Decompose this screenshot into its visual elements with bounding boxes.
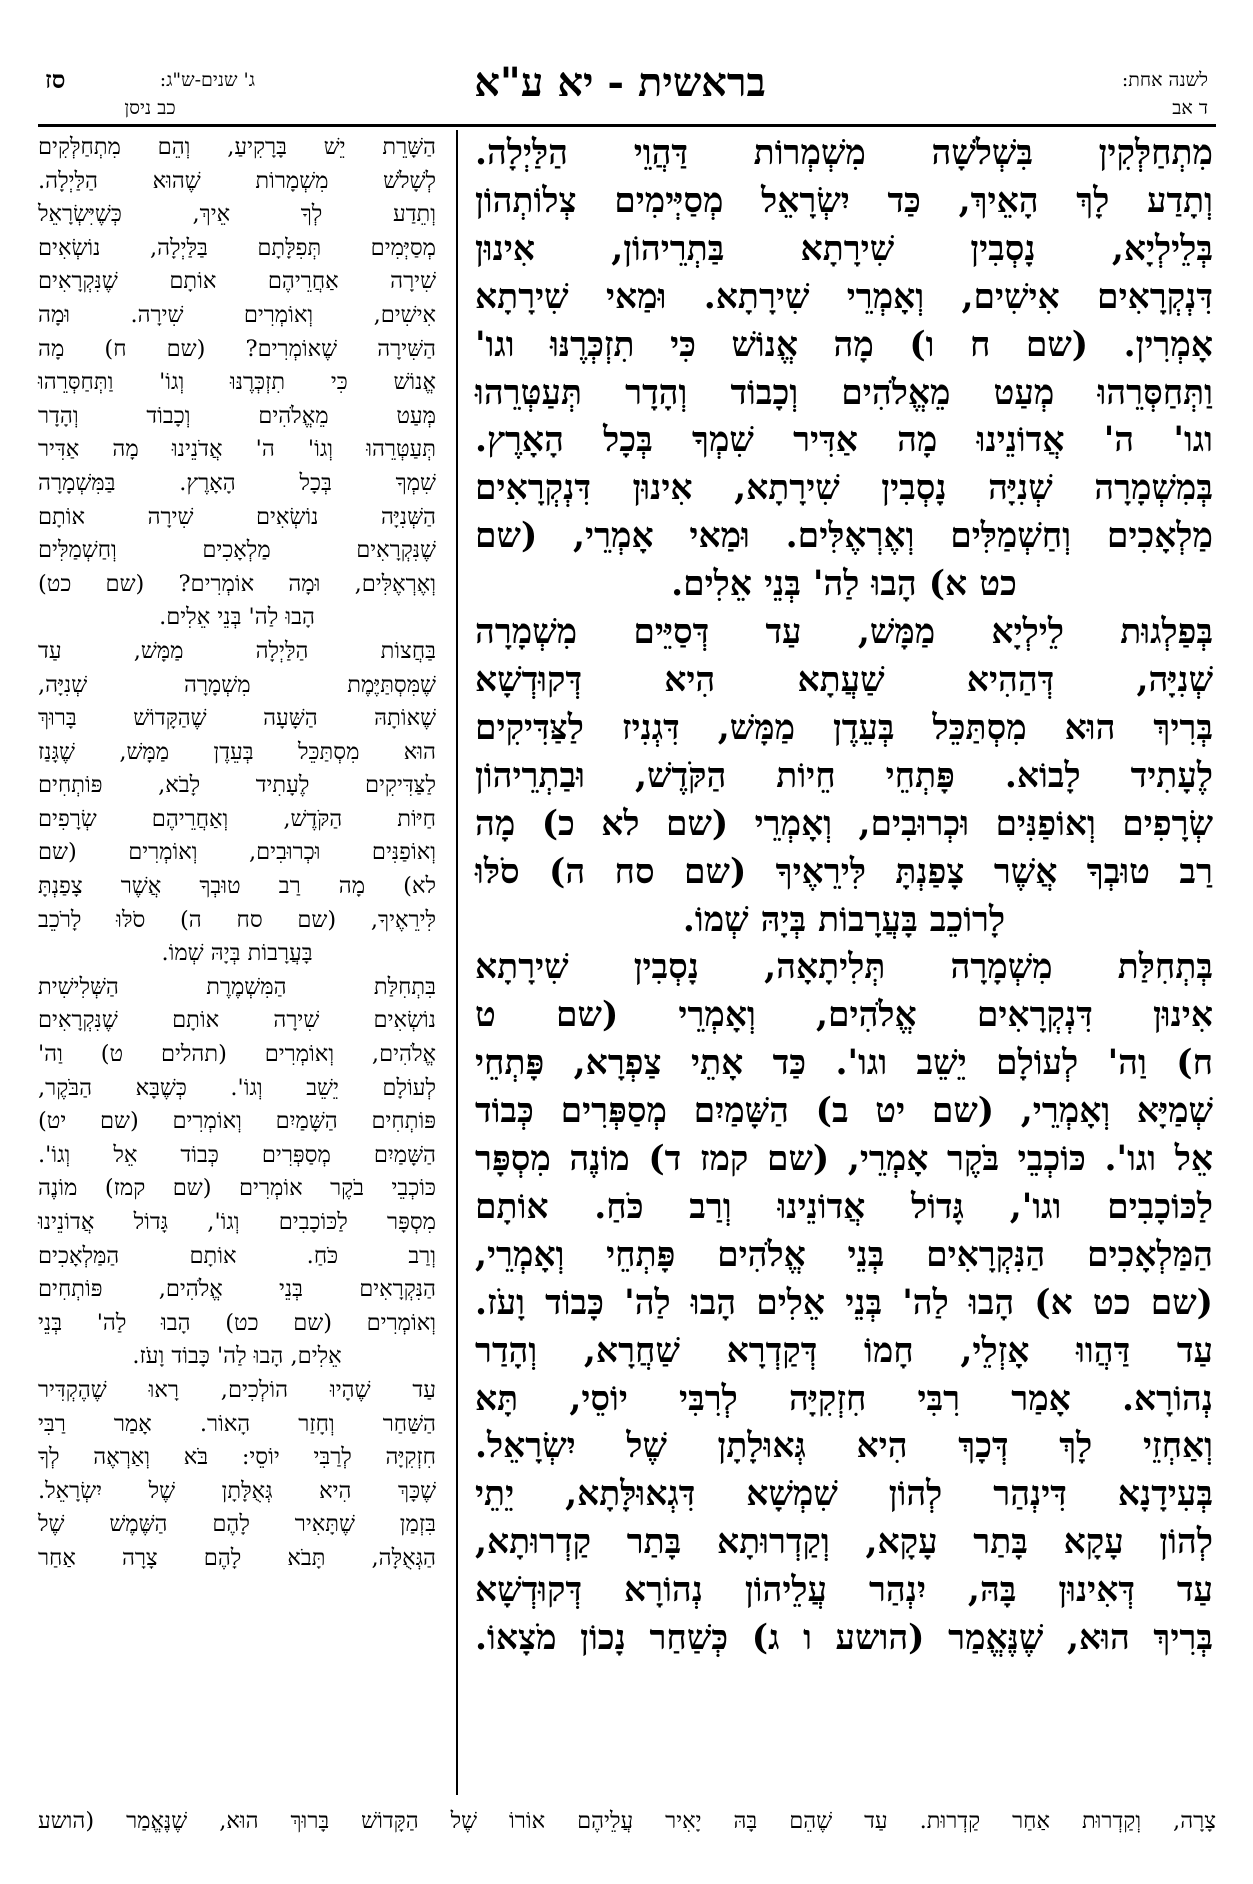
header-left: [45, 66, 255, 122]
commentary-line: לִּירֵאֶיךָ, (שם סח ה) סֹלּוּ לָרֹכֵב: [38, 906, 436, 933]
commentary-line: נוֹשְׂאִים שִׁירָה אוֹתָם שֶׁנִּקְרָאִים: [38, 1007, 436, 1034]
commentary-line: חַיּוֹת הַקֹּדֶשׁ, וְאַחֲרֵיהֶם שְׂרָפִים: [38, 805, 436, 832]
commentary-line: וְאוֹפַנִּים וּכְרוּבִים, וְאוֹמְרִים (שם: [38, 839, 436, 866]
page-number: סז: [45, 65, 66, 94]
main-text-line: אִינוּן דִּנְקְרָאִים אֱלֹהִים, וְאָמְרֵי (שם ט: [475, 995, 1213, 1036]
main-text-line: עַד דְּאִינוּן בָּהּ, יִנְהַר עֲלֵיהוֹן נְהוֹרָא דְּקוּדְשָׁא: [475, 1570, 1213, 1611]
commentary-line: שֶׁמִּסְתַּיֶּמֶת מִשְׁמָרָה שְׁנִיָּה,: [38, 671, 436, 698]
main-text-line: וַתְּחַסְּרֵהוּ מְעַט מֵאֱלֹהִים וְכָבוֹד וְהָדָר תְּעַטְּרֵהוּ: [475, 372, 1213, 413]
commentary-line: הַשְּׁנִיָּה נוֹשְׂאִים שִׁירָה אוֹתָם: [38, 503, 436, 530]
commentary-line: הַשִּׁירָה שֶׁאוֹמְרִים? (שם ח) מָה: [38, 335, 436, 362]
commentary-line: אִישִׁים, וְאוֹמְרִים שִׁירָה. וּמָה: [38, 301, 436, 328]
commentary-line: וְתֵדַע לְךָ אֵיךְ, כְּשֶׁיִּשְׂרָאֵל: [38, 201, 436, 228]
commentary-line: בִּתְחִלַּת הַמִּשְׁמֶרֶת הַשְּׁלִישִׁית: [38, 973, 436, 1000]
bottom-commentary: [38, 1804, 1216, 1838]
main-text-line: ח) וַה' לְעוֹלָם יֵשֵׁב וגו'. כַּד אָתֵי צַפְרָא, פָּתְחֵי: [475, 1043, 1213, 1084]
main-text-line: לְהוֹן עָקָא בָּתַר עָקָא, וְקַדְרוּתָא בָּתַר קַדְרוּתָא,: [475, 1522, 1213, 1563]
commentary-line: הַשָּׁרֵת יֵשׁ בָּרָקִיעַ, וְהֵם מִתְחַלְּקִים: [38, 134, 436, 160]
commentary-line: אֱנוֹשׁ כִּי תִזְכְּרֶנּוּ וְגוֹ' וַתְּחַסְּרֵהוּ: [38, 369, 436, 396]
commentary-line: וְאוֹמְרִים (שם כט) הָבוּ לַה' בְּנֵי: [38, 1309, 436, 1336]
main-text-line: אָמְרִין. (שם ח ו) מָה אֱנוֹשׁ כִּי תִזְכְּרֶנּוּ וגו': [475, 324, 1213, 365]
column-divider: [456, 130, 458, 1795]
commentary-line: בָּעֲרָבוֹת בְּיָהּ שְׁמוֹ.: [161, 940, 313, 967]
main-text-line: דִּנְקְרָאִים אִישִׁים, וְאָמְרֵי שִׁירָתָא. וּמַאי שִׁירָתָא: [475, 276, 1213, 317]
commentary-line: עַד שֶׁהָיוּ הוֹלְכִים, רָאוּ שֶׁהֶקְדִּיר: [38, 1376, 436, 1403]
header-right: [1058, 66, 1208, 122]
main-text-line: שְׁמַיָּא וְאָמְרֵי, (שם יט ב) הַשָּׁמַיִם מְסַפְּרִים כְּבוֹד: [475, 1091, 1213, 1132]
commentary-line: לַצַּדִּיקִים לֶעָתִיד לָבֹא, פּוֹתְחִים: [38, 772, 436, 799]
header-left-line1: ג' שנים-ש"ג:: [159, 69, 255, 91]
main-text-line: לָרוֹכֵב בָּעֲרָבוֹת בְּיָהּ שְׁמוֹ.: [682, 899, 1006, 940]
main-text-line: בְּלֵילְיָא, נָסְבִין שִׁירָתָא בַּתְרֵיהוֹן, אִינוּן: [475, 228, 1213, 269]
main-text-line: לֶעָתִיד לָבוֹא. פָּתְחֵי חֵיוֹת הַקֹּדֶשׁ, וּבַתְרֵיהוֹן: [475, 755, 1213, 796]
main-text-line: כט א) הָבוּ לַה' בְּנֵי אֵלִים.: [671, 564, 1017, 605]
commentary-line: מְּעַט מֵאֱלֹהִים וְכָבוֹד וְהָדָר: [38, 402, 436, 429]
main-text-line: (שם כט א) הָבוּ לַה' בְּנֵי אֵלִים הָבוּ לַה' כָּבוֹד וָעֹז.: [475, 1282, 1213, 1323]
commentary-line: לְעוֹלָם יֵשֵׁב וְגוֹ'. כְּשֶׁבָּא הַבֹּקֶר,: [38, 1074, 436, 1101]
main-text-line: לַכּוֹכָבִים וגו', גָּדוֹל אֲדוֹנֵינוּ וְרַב כֹּחַ. אוֹתָם: [475, 1186, 1213, 1227]
main-text-line: עַד דַּהֲווּ אָזְלֵי, חָמוֹ דְּקַדְרָא שַׁחֲרָא, וְהָדַר: [475, 1330, 1213, 1371]
commentary-line: תְּעַטְּרֵהוּ וְגוֹ' ה' אֲדֹנֵינוּ מָה אַדִּיר: [38, 436, 436, 463]
commentary-line: הַשַּׁחַר וְחָזַר הָאוֹר. אָמַר רַבִּי: [38, 1410, 436, 1437]
commentary-line: הָבוּ לַה' בְּנֵי אֵלִים.: [159, 604, 315, 631]
commentary-line: לא) מָה רַב טוּבְךָ אֲשֶׁר צָפַנְתָּ: [38, 873, 436, 900]
main-text-line: שְׂרָפִים וְאוֹפַנִּים וּכְרוּבִים, וְאָמְרֵי (שם לא כ) מָה: [475, 803, 1213, 844]
commentary-line: שֶׁאוֹתָהּ הַשָּׁעָה שֶׁהַקָּדוֹשׁ בָּרוּךְ: [38, 705, 436, 732]
main-text-line: בְּמִשְׁמָרָה שְׁנִיָּה נָסְבִין שִׁירָתָא, אִינוּן דִּנְקְרָאִים: [475, 468, 1213, 509]
commentary-line: אֱלֹהִים, וְאוֹמְרִים (תהלים ט) וַה': [38, 1041, 436, 1068]
bottom-commentary-line: צָרָה, וְקַדְרוּת אַחַר קַדְרוּת. עַד שֶׁהֵם בָּהּ יָאִיר עֲלֵיהֶם אוֹרוֹ שֶׁל הַקָּדוֹשׁ בָּרוּךְ הוּא, שֶׁנֶּאֱמַר (הושע: [38, 1808, 1216, 1834]
commentary-line: בַּחֲצוֹת הַלַּיְלָה מַמָּשׁ, עַד: [38, 637, 436, 664]
main-text-line: בְּרִיךְ הוּא מִסְתַּכֵּל בְּעֵדֶן מַמָּשׁ, דִּגְנִיז לַצַּדִּיקִים: [475, 707, 1213, 748]
main-text-line: הַמַּלְאָכִים הַנִּקְרָאִים בְּנֵי אֱלֹהִים פָּתְחֵי וְאָמְרֵי,: [475, 1234, 1213, 1275]
commentary-line: שִׁמְךָ בְּכָל הָאָרֶץ. בַּמִּשְׁמָרָה: [38, 469, 436, 496]
main-text-line: מִתְחַלְּקִין בִּשְׁלֹשָׁה מִשְׁמְרוֹת דַּהֲוֵי הַלַּיְלָה.: [475, 133, 1213, 173]
page-title: בראשית - יא ע"א: [474, 59, 766, 106]
main-text-line: בְּתְחִלַּת מִשְׁמָרָה תְּלִיתָאָה, נָסְבִין שִׁירָתָא: [475, 947, 1213, 988]
commentary-line: כּוֹכְבֵי בֹקֶר אוֹמְרִים (שם קמז) מוֹנֶה: [38, 1175, 436, 1202]
commentary-line: הַגְּאֻלָּה, תָּבֹא לָהֶם צָרָה אַחַר: [38, 1544, 436, 1571]
commentary-line: פּוֹתְחִים הַשָּׁמַיִם וְאוֹמְרִים (שם יט): [38, 1108, 436, 1135]
main-text-line: נְהוֹרָא. אָמַר רִבִּי חִזְקִיָּה לְרִבִּי יוֹסֵי, תָּא: [475, 1378, 1213, 1419]
commentary-line: הַשָּׁמַיִם מְסַפְּרִים כְּבוֹד אֵל וְגוֹ'.: [38, 1141, 436, 1168]
main-text-line: וְאַחְזֵי לָךְ דְּכָךְ הִיא גְּאוּלָתָן שֶׁל יִשְׂרָאֵל.: [475, 1426, 1213, 1467]
main-text-line: רַב טוּבְךָ אֲשֶׁר צָפַנְתָּ לִּירֵאֶיךָ (שם סח ה) סֹלּוּ: [475, 851, 1213, 892]
commentary-line: אֵלִים, הָבוּ לַה' כָּבוֹד וָעֹז.: [132, 1343, 342, 1370]
commentary-line: שִׁירָה אַחֲרֵיהֶם אוֹתָם שֶׁנִּקְרָאִים: [38, 268, 436, 295]
header-right-line1: לשנה אחת:: [1121, 69, 1208, 91]
main-text-column: [475, 130, 1213, 1663]
main-text-line: שְׁנִיָּה, דְּהַהִיא שַׁעֲתָא הִיא דְּקוּדְשָׁא: [475, 659, 1213, 700]
commentary-line: וְרַב כֹּחַ. אוֹתָם הַמַּלְאָכִים: [38, 1242, 436, 1269]
commentary-line: וְאֶרְאֶלִּים, וּמָה אוֹמְרִים? (שם כט): [38, 570, 436, 597]
main-text-line: וגו' ה' אֲדוֹנֵינוּ מָה אַדִּיר שִׁמְךָ בְּכָל הָאָרֶץ.: [475, 420, 1213, 461]
main-text-line: בְּעִידָנָא דִּינְהַר לְהוֹן שִׁמְשָׁא דִּגְאוּלָּתָא, יֵתֵי: [475, 1474, 1213, 1515]
header-right-line2: ד אב: [1172, 97, 1208, 119]
main-text-line: אֵל וגו'. כּוֹכְבֵי בֹּקֶר אָמְרֵי, (שם קמז ד) מוֹנֶה מִסְפָּר: [475, 1139, 1213, 1180]
commentary-line: מְסַיְּמִים תְּפִלָּתָם בַּלַּיְלָה, נוֹשְׂאִים: [38, 234, 436, 261]
header-left-line2: כב ניסן: [124, 97, 176, 119]
commentary-line: מִסְפָּר לַכּוֹכָבִים וְגוֹ', גָּדוֹל אֲדוֹנֵינוּ: [38, 1209, 436, 1235]
main-text-line: בְּרִיךְ הוּא, שֶׁנֶּאֱמַר (הושע ו ג) כְּשַׁחַר נָכוֹן מֹצָאוֹ.: [475, 1618, 1213, 1659]
commentary-line: הוּא מִסְתַּכֵּל בְּעֵדֶן מַמָּשׁ, שֶׁגָּנַז: [38, 738, 436, 765]
main-text-line: מַלְאָכִים וְחַשְׁמַלִּים וְאֶרְאֶלִּים. וּמַאי אָמְרֵי, (שם: [475, 516, 1213, 557]
commentary-line: שֶׁנִּקְרָאִים מַלְאָכִים וְחַשְׁמַלִּים: [38, 537, 436, 564]
commentary-line: שֶׁכָּךְ הִיא גְּאֻלָּתָן שֶׁל יִשְׂרָאֵל.: [38, 1477, 436, 1504]
commentary-line: בִּזְמַן שֶׁתָּאִיר לָהֶם הַשֶּׁמֶשׁ שֶׁל: [38, 1511, 436, 1538]
main-text-line: וְתָדַע לָךְ הָאֵיךְ, כַּד יִשְׂרָאֵל מְסַיְּימִים צְלוֹתְהוֹן: [475, 180, 1213, 221]
commentary-line: לְשָׁלֹשׁ מִשְׁמָרוֹת שֶׁהוּא הַלַּיְלָה.: [38, 167, 436, 194]
commentary-line: הַנִּקְרָאִים בְּנֵי אֱלֹהִים, פּוֹתְחִים: [38, 1276, 436, 1303]
header-rule: [38, 124, 1216, 127]
main-text-line: בְּפַלְגוּת לֵילְיָא מַמָּשׁ, עַד דְּסַיֵּים מִשְׁמָרָה: [475, 612, 1213, 653]
commentary-line: חִזְקִיָּה לְרַבִּי יוֹסֵי: בֹּא וְאַרְאֶה לְךָ: [38, 1444, 436, 1471]
commentary-column: [38, 131, 436, 1576]
